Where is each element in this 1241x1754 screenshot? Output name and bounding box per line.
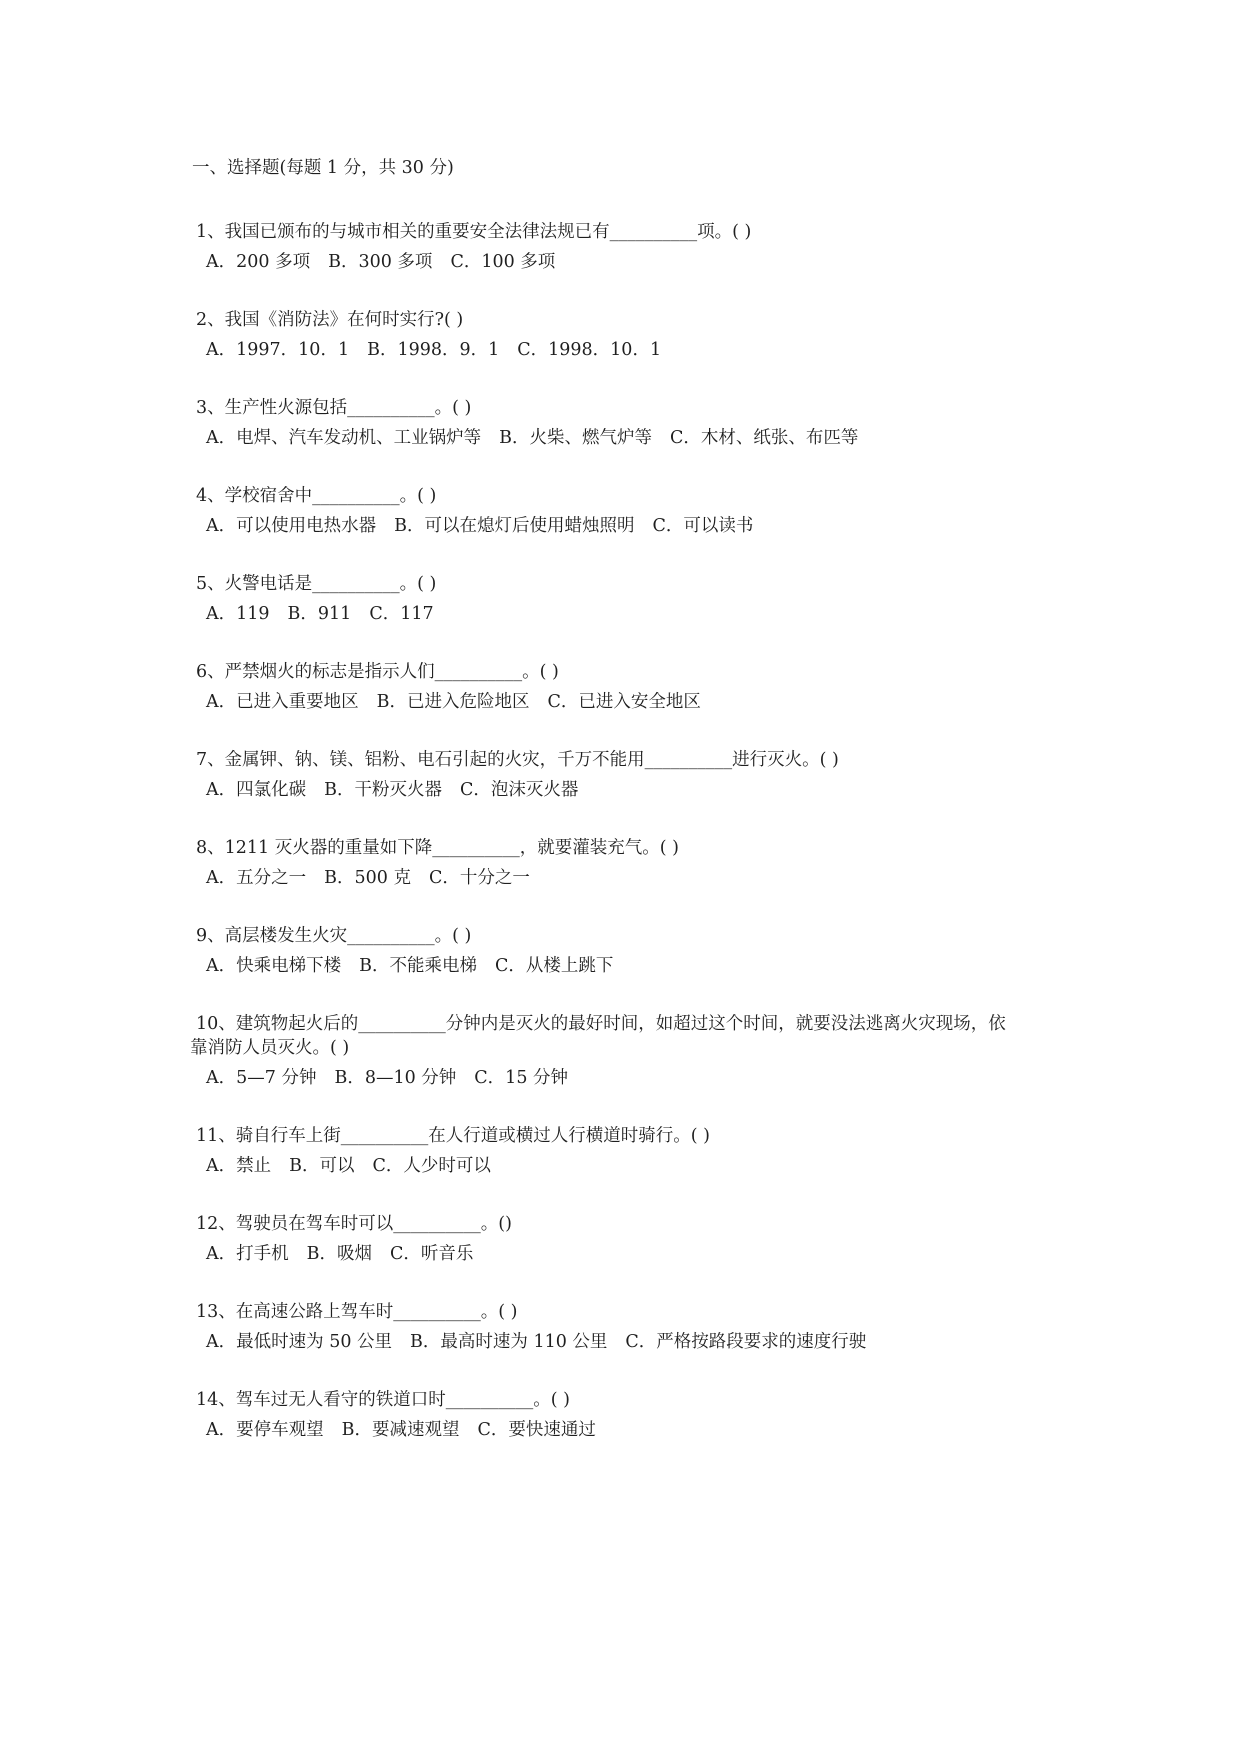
question-stem <box>196 1388 1076 1412</box>
question-item <box>196 924 1076 978</box>
question-stem-text: 13、在高速公路上驾车时__________。( ) <box>196 1302 518 1322</box>
question-stem-text: 10、建筑物起火后的__________分钟内是灭火的最好时间，如超过这个时间，就要没法逃离火灾现场，依 <box>196 1014 1006 1034</box>
answer-option: C．从楼上跳下 <box>495 956 614 976</box>
answer-options <box>206 1330 1076 1354</box>
answer-option: B．300 多项 <box>328 252 433 272</box>
answer-option: A．禁止 <box>206 1156 272 1176</box>
question-stem <box>196 1300 1076 1324</box>
answer-option: A．电焊、汽车发动机、工业锅炉等 <box>206 428 482 448</box>
question-stem-text: 14、驾车过无人看守的铁道口时__________。( ) <box>196 1390 570 1410</box>
question-stem <box>196 660 1076 684</box>
question-stem <box>196 924 1076 948</box>
question-item <box>196 1300 1076 1354</box>
answer-option: B．火柴、燃气炉等 <box>499 428 653 448</box>
question-stem-text: 12、驾驶员在驾车时可以__________。() <box>196 1214 512 1234</box>
answer-option: A．可以使用电热水器 <box>206 516 377 536</box>
question-stem-text: 4、学校宿舍中__________。( ) <box>196 486 437 506</box>
answer-option: A．119 <box>206 604 270 624</box>
question-stem-text: 8、1211 灭火器的重量如下降__________，就要灌装充气。( ) <box>196 838 679 858</box>
answer-option: B．可以 <box>289 1156 355 1176</box>
answer-option: B．已进入危险地区 <box>376 692 530 712</box>
answer-option: B．不能乘电梯 <box>359 956 478 976</box>
question-list <box>190 220 1076 1476</box>
answer-options <box>206 954 1076 978</box>
question-stem-continuation: 靠消防人员灭火。( ) <box>190 1038 350 1058</box>
answer-option: B．500 克 <box>324 868 411 888</box>
answer-options <box>206 866 1076 890</box>
question-stem-text: 3、生产性火源包括__________。( ) <box>196 398 472 418</box>
answer-options <box>206 1242 1076 1266</box>
question-stem-text: 6、严禁烟火的标志是指示人们__________。( ) <box>196 662 559 682</box>
answer-option: C．已进入安全地区 <box>547 692 701 712</box>
question-stem-text: 11、骑自行车上街__________在人行道或横过人行横道时骑行。( ) <box>196 1126 710 1146</box>
answer-options <box>206 514 1076 538</box>
answer-option: C．严格按路段要求的速度行驶 <box>625 1332 867 1352</box>
question-stem <box>196 1124 1076 1148</box>
answer-option: C．15 分钟 <box>474 1068 569 1088</box>
question-item <box>196 1388 1076 1442</box>
answer-option: B．要减速观望 <box>341 1420 460 1440</box>
answer-options <box>206 1154 1076 1178</box>
answer-option: B．1998．9．1 <box>367 340 500 360</box>
answer-options <box>206 426 1076 450</box>
answer-options <box>206 1066 1076 1090</box>
answer-option: B．干粉灭火器 <box>324 780 443 800</box>
question-stem-text: 5、火警电话是__________。( ) <box>196 574 437 594</box>
question-item <box>196 572 1076 626</box>
question-stem <box>196 1212 1076 1236</box>
answer-option: B．最高时速为 110 公里 <box>410 1332 608 1352</box>
question-item <box>196 748 1076 802</box>
answer-option: A．5—7 分钟 <box>206 1068 317 1088</box>
answer-option: C．十分之一 <box>428 868 530 888</box>
question-stem-text: 7、金属钾、钠、镁、铝粉、电石引起的火灾，千万不能用__________进行灭火。( ) <box>196 750 839 770</box>
question-stem <box>196 396 1076 420</box>
answer-option: C．人少时可以 <box>372 1156 491 1176</box>
answer-option: C．要快速通过 <box>477 1420 596 1440</box>
question-item <box>196 660 1076 714</box>
answer-option: C．可以读书 <box>652 516 754 536</box>
question-stem-text: 9、高层楼发生火灾__________。( ) <box>196 926 472 946</box>
answer-options <box>206 602 1076 626</box>
answer-option: A．最低时速为 50 公里 <box>206 1332 393 1352</box>
answer-option: C．听音乐 <box>390 1244 474 1264</box>
answer-option: C．117 <box>369 604 434 624</box>
answer-option: B．吸烟 <box>306 1244 373 1264</box>
answer-option: B．911 <box>287 604 352 624</box>
answer-option: B．可以在熄灯后使用蜡烛照明 <box>394 516 635 536</box>
question-stem <box>196 220 1076 244</box>
question-item <box>196 1212 1076 1266</box>
answer-option: C．木材、纸张、布匹等 <box>670 428 859 448</box>
question-stem <box>196 308 1076 332</box>
answer-option: A．要停车观望 <box>206 1420 324 1440</box>
answer-option: A．1997．10．1 <box>206 340 350 360</box>
answer-option: A．打手机 <box>206 1244 289 1264</box>
answer-options <box>206 338 1076 362</box>
answer-option: C．泡沫灭火器 <box>460 780 579 800</box>
question-item <box>196 220 1076 274</box>
answer-options <box>206 690 1076 714</box>
question-item <box>196 1124 1076 1178</box>
question-stem-text: 2、我国《消防法》在何时实行?( ) <box>196 310 464 330</box>
answer-options <box>206 778 1076 802</box>
answer-option: A．快乘电梯下楼 <box>206 956 342 976</box>
question-item <box>196 836 1076 890</box>
answer-option: C．100 多项 <box>450 252 556 272</box>
question-stem-text: 1、我国已颁布的与城市相关的重要安全法律法规已有__________项。( ) <box>196 222 752 242</box>
question-item <box>190 1012 1076 1090</box>
answer-option: A．五分之一 <box>206 868 307 888</box>
answer-option: A．已进入重要地区 <box>206 692 359 712</box>
question-stem <box>196 748 1076 772</box>
answer-option: A．四氯化碳 <box>206 780 307 800</box>
question-item <box>196 308 1076 362</box>
question-stem <box>196 484 1076 508</box>
section-title: 一、选择题(每题 1 分，共 30 分) <box>192 158 454 178</box>
question-stem <box>196 836 1076 860</box>
answer-options <box>206 1418 1076 1442</box>
answer-option: C．1998．10．1 <box>517 340 662 360</box>
answer-options <box>206 250 1076 274</box>
question-item <box>196 484 1076 538</box>
question-stem <box>190 1012 1076 1060</box>
question-item <box>196 396 1076 450</box>
answer-option: A．200 多项 <box>206 252 311 272</box>
question-stem <box>196 572 1076 596</box>
answer-option: B．8—10 分钟 <box>334 1068 457 1088</box>
